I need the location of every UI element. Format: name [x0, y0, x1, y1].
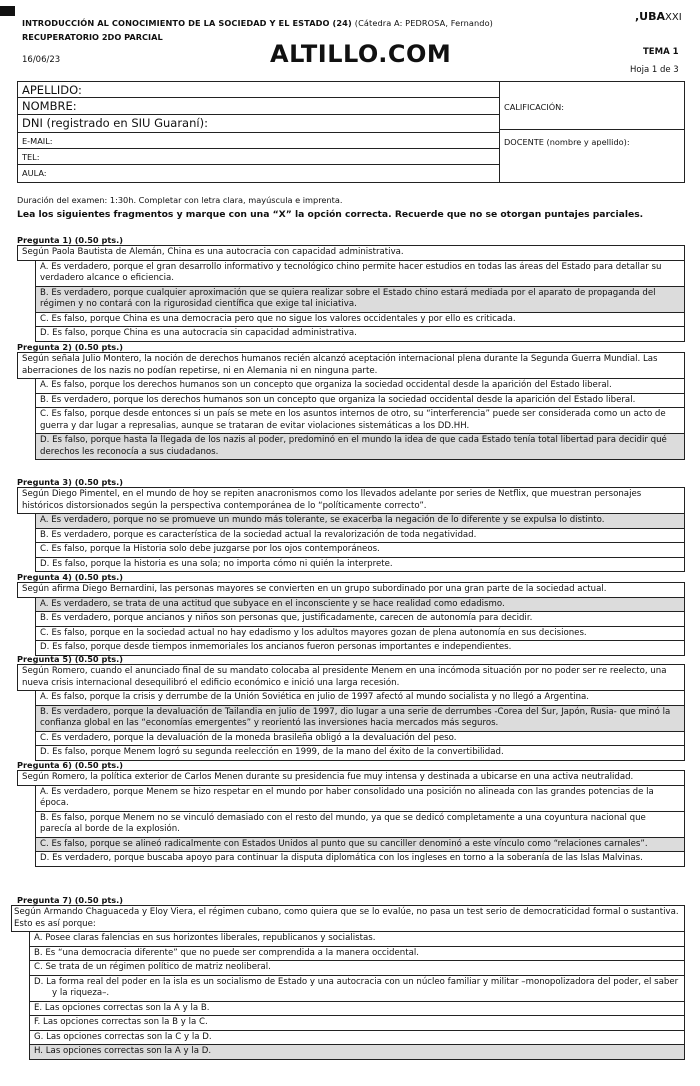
- option-c[interactable]: C. Es falso, porque desde entonces si un país se mete en los asuntos internos de otro, su “interferencia” puede ser considerada como un acto de guerra y dar lugar a represalias, aunque se trataran de evitar violaciones sistemáticas a los DD.HH.: [35, 408, 685, 434]
- page-counter: Hoja 1 de 3: [630, 65, 679, 75]
- option-b[interactable]: B. Es verdadero, porque es característica de la sociedad actual la revalorización de toda negatividad.: [35, 529, 685, 544]
- option-a[interactable]: A. Es verdadero, porque el gran desarrollo informativo y tecnológico chino permite hacer estudios en todas las áreas del Estado para detallar su verdadero alcance o eficiencia.: [35, 261, 685, 287]
- question-3: [17, 477, 685, 572]
- tema-label: TEMA 1: [643, 47, 679, 57]
- student-fields: [18, 82, 500, 182]
- question-stem: Según Romero, la política exterior de Carlos Menen durante su presidencia fue muy intensa y destinada a ubicarse en una activa neutralidad.: [17, 770, 685, 786]
- option-c[interactable]: C. Se trata de un régimen político de matriz neoliberal.: [29, 961, 685, 976]
- uba-xxi: XXI: [665, 12, 682, 23]
- option-c[interactable]: C. Es falso, porque en la sociedad actual no hay edadismo y los adultos mayores gozan de plena autonomía en sus decisiones.: [35, 627, 685, 642]
- question-label: Pregunta 1) (0.50 pts.): [17, 235, 123, 245]
- dni-field[interactable]: DNI (registrado en SIU Guaraní):: [18, 115, 499, 133]
- question-label: Pregunta 4) (0.50 pts.): [17, 572, 123, 582]
- email-field[interactable]: E-MAIL:: [18, 133, 499, 149]
- option-d[interactable]: D. Es verdadero, porque buscaba apoyo para continuar la disputa diplomática con los ingleses en torno a la soberanía de las Islas Malvinas.: [35, 852, 685, 867]
- option-d[interactable]: D. Es falso, porque Menem logró su segunda reelección en 1999, de la mano del éxito de la convertibilidad.: [35, 746, 685, 761]
- question-1: [17, 235, 685, 342]
- question-4: [17, 572, 685, 656]
- option-h[interactable]: H. Las opciones correctas son la A y la D.: [29, 1045, 685, 1060]
- question-label: Pregunta 2) (0.50 pts.): [17, 342, 123, 352]
- option-a[interactable]: A. Es verdadero, porque no se promueve un mundo más tolerante, se exacerba la negación de lo diferente y se expulsa lo distinto.: [35, 514, 685, 529]
- docente-field: DOCENTE (nombre y apellido):: [504, 137, 630, 147]
- option-b[interactable]: B. Es falso, porque Menem no se vinculó demasiado con el resto del mundo, ya que se dedicó completamente a una coyuntura nacional que parecía al borde de la explosión.: [35, 812, 685, 838]
- option-g[interactable]: G. Las opciones correctas son la C y la D.: [29, 1031, 685, 1046]
- option-d[interactable]: D. Es falso, porque China es una autocracia sin capacidad administrativa.: [35, 327, 685, 342]
- student-id-box: [17, 81, 685, 183]
- question-stem: Según Diego Pimentel, en el mundo de hoy se repiten anacronismos como los llevados adelante por series de Netflix, que muestran personajes históricos distorsionados según la perspectiva contemporánea de lo “políticamente correcto”.: [17, 487, 685, 514]
- option-b[interactable]: B. Es verdadero, porque cualquier aproximación que se quiera realizar sobre el Estado chino estará mediada por el aparato de propaganda del régimen y no contará con la rigurosidad científica que exige tal iniciativa.: [35, 287, 685, 313]
- exam-subtitle: RECUPERATORIO 2DO PARCIAL: [22, 32, 163, 42]
- catedra: (Cátedra A: PEDROSA, Fernando): [354, 18, 493, 28]
- option-d[interactable]: D. Es falso, porque la historia es una sola; no importa cómo ni quién la interprete.: [35, 558, 685, 573]
- option-c[interactable]: C. Es falso, porque se alineó radicalmente con Estados Unidos al punto que su canciller denominó a este vínculo como “relaciones carnales”.: [35, 838, 685, 853]
- question-stem: Según Armando Chaguaceda y Eloy Viera, el régimen cubano, como quiera que se lo evalúe, no pasa un test serio de democraticidad formal o sustantiva. Esto es así porque:: [11, 905, 685, 932]
- option-b[interactable]: B. Es “una democracia diferente” que no puede ser comprendida a la manera occidental.: [29, 947, 685, 962]
- question-stem: Según Romero, cuando el anunciado final de su mandato colocaba al presidente Menem en una incómoda situación por no poder ser re reelecto, una nueva crisis internacional desequilibró el edificio económico e inició una larga recesión.: [17, 664, 685, 691]
- calificacion-field: CALIFICACIÓN:: [500, 82, 684, 130]
- option-a[interactable]: A. Es falso, porque la crisis y derrumbe de la Unión Soviética en julio de 1997 afectó al mundo socialista y no llegó a Argentina.: [35, 691, 685, 706]
- option-b[interactable]: B. Es verdadero, porque ancianos y niños son personas que, justificadamente, carecen de autonomía para decidir.: [35, 612, 685, 627]
- option-b[interactable]: B. Es verdadero, porque la devaluación de Tailandia en julio de 1997, dio lugar a una serie de derrumbes -Corea del Sur, Japón, Rusia- que minó la confianza global en las “economías emergentes” y reorientó las inversiones hacia mercados más seguros.: [35, 706, 685, 732]
- option-c[interactable]: C. Es verdadero, porque la devaluación de la moneda brasileña obligó a la devaluación del peso.: [35, 732, 685, 747]
- option-d[interactable]: D. Es falso, porque hasta la llegada de los nazis al poder, predominó en el mundo la idea de que cada Estado tenía total libertad para decidir qué derechos les reconocía a sus ciudadanos.: [35, 434, 685, 460]
- tel-field[interactable]: TEL:: [18, 149, 499, 165]
- question-stem: Según Paola Bautista de Alemán, China es una autocracia con capacidad administrativa.: [17, 245, 685, 261]
- nombre-field[interactable]: NOMBRE:: [18, 98, 499, 115]
- option-a[interactable]: A. Es falso, porque los derechos humanos son un concepto que organiza la sociedad occidental desde la aparición del Estado liberal.: [35, 379, 685, 394]
- option-e[interactable]: E. Las opciones correctas son la A y la B.: [29, 1002, 685, 1017]
- corner-mark: [0, 6, 15, 16]
- option-c[interactable]: C. Es falso, porque la Historia solo debe juzgarse por los ojos contemporáneos.: [35, 543, 685, 558]
- question-7: [11, 895, 685, 1060]
- option-a[interactable]: A. Posee claras falencias en sus horizontes liberales, republicanos y socialistas.: [29, 932, 685, 947]
- question-label: Pregunta 7) (0.50 pts.): [17, 895, 123, 905]
- question-2: [17, 342, 685, 460]
- question-5: [17, 654, 685, 761]
- site-logo: ALTILLO.COM: [270, 40, 452, 68]
- option-b[interactable]: B. Es verdadero, porque los derechos humanos son un concepto que organiza la sociedad occidental desde la aparición del Estado liberal.: [35, 394, 685, 409]
- question-6: [17, 760, 685, 867]
- option-d[interactable]: D. La forma real del poder en la isla es un socialismo de Estado y una autocracia con un núcleo familiar y militar –monopolizadora del poder, el saber y la riqueza–.: [29, 976, 685, 1002]
- option-a[interactable]: A. Es verdadero, se trata de una actitud que subyace en el inconsciente y se hace realidad como edadismo.: [35, 598, 685, 613]
- question-stem: Según señala Julio Montero, la noción de derechos humanos recién alcanzó aceptación internacional plena durante la Segunda Guerra Mundial. Las aberraciones de los nazis no podían repetirse, ni en Alemania ni en ninguna parte.: [17, 352, 685, 379]
- option-f[interactable]: F. Las opciones correctas son la B y la C.: [29, 1016, 685, 1031]
- question-label: Pregunta 5) (0.50 pts.): [17, 654, 123, 664]
- option-a[interactable]: A. Es verdadero, porque Menem se hizo respetar en el mundo por haber consolidado una posición no alineada con las grandes potencias de la época.: [35, 786, 685, 812]
- question-label: Pregunta 3) (0.50 pts.): [17, 477, 123, 487]
- option-c[interactable]: C. Es falso, porque China es una democracia pero que no sigue los valores occidentales y por ello es criticada.: [35, 313, 685, 328]
- question-stem: Según afirma Diego Bernardini, las personas mayores se convierten en un grupo subordinado por una gran parte de la sociedad actual.: [17, 582, 685, 598]
- apellido-field[interactable]: APELLIDO:: [18, 82, 499, 98]
- course-title: INTRODUCCIÓN AL CONOCIMIENTO DE LA SOCIEDAD Y EL ESTADO (24) (Cátedra A: PEDROSA, Fernando): [22, 18, 493, 28]
- option-d[interactable]: D. Es falso, porque desde tiempos inmemoriales los ancianos fueron personas importantes e independientes.: [35, 641, 685, 656]
- exam-date: 16/06/23: [22, 55, 61, 65]
- uba-logo: ,UBAXXI: [635, 10, 682, 23]
- question-label: Pregunta 6) (0.50 pts.): [17, 760, 123, 770]
- duration-note: Duración del examen: 1:30h. Completar con letra clara, mayúscula e imprenta.: [17, 195, 343, 205]
- main-instructions: Lea los siguientes fragmentos y marque con una “X” la opción correcta. Recuerde que no se otorgan puntajes parciales.: [17, 209, 644, 220]
- aula-field[interactable]: AULA:: [22, 168, 47, 178]
